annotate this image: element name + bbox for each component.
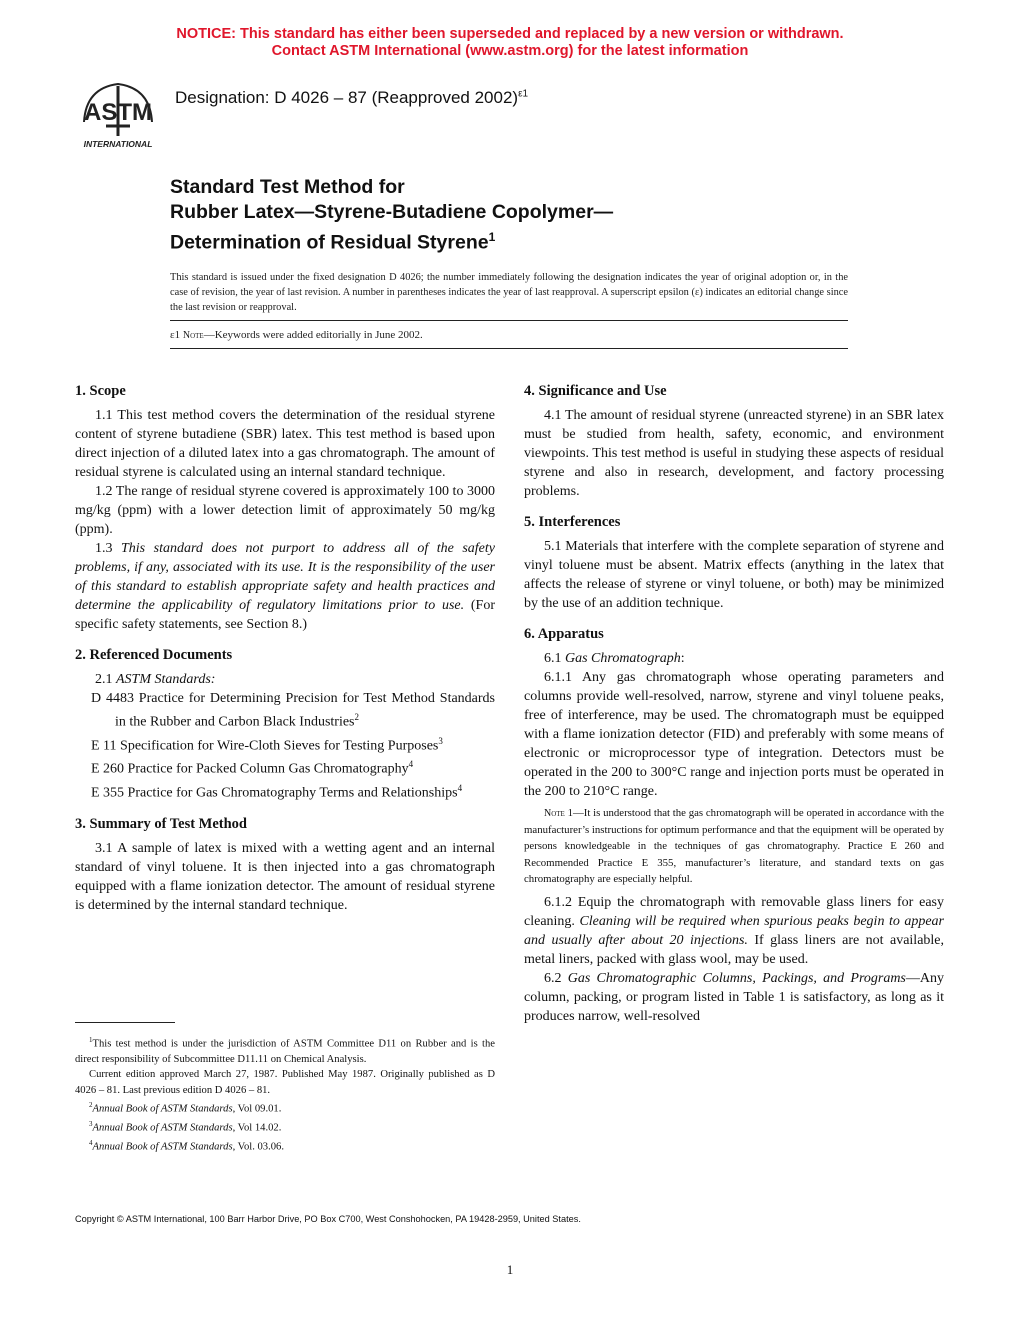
divider-top	[170, 320, 848, 321]
section-scope-heading: 1. Scope	[75, 383, 126, 399]
section-referenced-heading: 2. Referenced Documents	[75, 647, 233, 663]
apparatus-6-1-2-italic: Cleaning will be required when spurious peaks begin to appear and usually after about 20 injections.	[524, 914, 945, 949]
footnote-4-vol: , Vol. 03.06.	[232, 1141, 284, 1153]
apparatus-note-1	[524, 805, 944, 887]
ref-item-sup: 4	[408, 759, 414, 770]
referenced-sub	[75, 670, 495, 689]
footnote-3-title: Annual Book of ASTM Standards	[92, 1122, 233, 1134]
footnote-divider	[75, 1022, 175, 1023]
scope-p3-italic: This standard does not purport to address all of the safety problems, if any, associated with its use. It is the responsibility of the user of this standard to establish appropriate safety and health practices and determine the applicability of regulatory limitations prior to use.	[75, 541, 495, 613]
ref-item-text: E 11 Specification for Wire-Cloth Sieves for Testing Purposes	[91, 738, 439, 754]
apparatus-6-2-italic: Gas Chromatographic Columns, Packings, and Programs	[567, 971, 906, 987]
designation-sup: ε1	[518, 88, 529, 100]
title-line-3: Determination of Residual Styrene	[170, 231, 489, 254]
ref-item	[75, 779, 495, 803]
footnote-3	[75, 1117, 495, 1136]
section-summary-heading: 3. Summary of Test Method	[75, 815, 247, 832]
title-line-2: Rubber Latex—Styrene-Butadiene Copolymer—	[170, 201, 614, 223]
right-column	[524, 382, 944, 1026]
scope-p3-num: 1.3	[95, 541, 113, 556]
designation-text: Designation: D 4026 – 87 (Reapproved 2002)	[175, 88, 519, 107]
section-significance-heading: 4. Significance and Use	[524, 383, 667, 399]
footnote-2	[75, 1098, 495, 1117]
title-line-1: Standard Test Method for	[170, 176, 405, 198]
scope-p1: 1.1 This test method covers the determination of the residual styrene content of styrene butadiene (SBR) latex. This test method is based upon direct injection of a diluted latex into a gas chromatograph. The amount of residual styrene is calculated using an internal standard technique.	[75, 408, 495, 480]
ref-item	[75, 732, 495, 756]
scope-p3	[75, 539, 495, 634]
apparatus-6-1-num: 6.1	[544, 651, 562, 666]
apparatus-6-1-2-a: 6.1.2 Equip the chromatograph with removable glass liners for easy cleaning.	[524, 895, 944, 930]
footnote-2-title: Annual Book of ASTM Standards	[92, 1103, 233, 1115]
apparatus-6-1-label: Gas Chromatograph	[565, 651, 681, 666]
footnote-2-marker: 2	[89, 1101, 93, 1110]
divider-bottom	[170, 348, 848, 349]
note-1-text: 1—It is understood that the gas chromatograph will be operated in accordance with the manufacturer’s instructions for optimum performance and that the equipment will be operated by persons knowledgeable in the techniques of gas chromatography. Practice E 260 and Recommended Practice E 355, manufacturer’s literature, and standard texts on gas chromatography are especially helpful.	[524, 807, 944, 885]
ref-item-text: D 4483 Practice for Determining Precision for Test Method Standards in the Rubber and Carbon Black Industries	[91, 691, 495, 730]
logo-mark: ASTM	[84, 99, 152, 126]
apparatus-6-2	[524, 969, 944, 1026]
ref-item-text: E 355 Practice for Gas Chromatography Terms and Relationships	[91, 785, 458, 801]
footnote-4-marker: 4	[89, 1139, 93, 1148]
footnotes	[75, 1033, 495, 1155]
apparatus-6-1-colon: :	[680, 651, 685, 666]
ref-item-sup: 4	[457, 782, 463, 793]
summary-p1: 3.1 A sample of latex is mixed with a wetting agent and an internal standard of vinyl toluene. It is then injected into a gas chromatograph equipped with a flame ionization detector. The amount of residual styrene is determined by the internal standard technique.	[75, 840, 495, 913]
scope-p2: 1.2 The range of residual styrene covered is approximately 100 to 3000 mg/kg (ppm) with a lower detection limit of approximately 50 mg/kg (ppm).	[75, 484, 495, 537]
significance-p1: 4.1 The amount of residual styrene (unreacted styrene) in an SBR latex must be studied from health, safety, economic, and environment viewpoints. This test method is useful in studying these aspects of residual styrene and also in research, development, and factory processing problems.	[524, 408, 944, 499]
left-column	[75, 382, 495, 915]
footnote-4	[75, 1136, 495, 1155]
apparatus-6-2-rest: —Any column, packing, or program listed in Table 1 is satisfactory, as long as it produces narrow, well-resolved	[524, 971, 944, 1025]
footnote-3-vol: , Vol 14.02.	[232, 1122, 282, 1134]
document-title	[170, 175, 613, 256]
section-apparatus-heading: 6. Apparatus	[524, 626, 604, 642]
footnote-2-vol: , Vol 09.01.	[232, 1103, 282, 1115]
ref-item	[75, 755, 495, 779]
apparatus-6-1-2-b: If glass liners are not available, metal liners, packed with glass wool, may be used.	[524, 933, 945, 968]
footnote-3-marker: 3	[89, 1120, 93, 1129]
astm-logo	[76, 78, 160, 150]
supersede-notice	[0, 26, 1020, 60]
designation	[175, 88, 528, 108]
ref-item-text: E 260 Practice for Packed Column Gas Chromatography	[91, 761, 409, 777]
apparatus-6-2-num: 6.2	[544, 971, 562, 987]
footnote-1-marker: 1	[89, 1036, 93, 1044]
ref-item-sup: 3	[438, 735, 443, 746]
ref-item-sup: 2	[354, 712, 360, 722]
scope-p3-rest: (For specific safety statements, see Section 8.)	[75, 598, 496, 632]
notice-line-2: Contact ASTM International (www.astm.org) for the latest information	[271, 43, 749, 59]
footnote-4-title: Annual Book of ASTM Standards	[92, 1141, 233, 1153]
page-number: 1	[506, 1262, 514, 1277]
notice-line-1: NOTICE: This standard has either been superseded and replaced by a new version or withdrawn.	[176, 26, 844, 42]
editorial-note	[170, 329, 423, 341]
title-footnote-ref: 1	[488, 230, 496, 244]
editorial-note-text: —Keywords were added editorially in June 2002.	[203, 329, 423, 341]
interferences-p1: 5.1 Materials that interfere with the complete separation of styrene and vinyl toluene must be absent. Matrix effects (anything in the latex that affects the release of styrene or vinyl toluene, or both) may be minimized by the use of an addition technique.	[524, 539, 944, 611]
footnote-1	[75, 1033, 495, 1067]
standard-intro: This standard is issued under the fixed designation D 4026; the number immediately following the designation indicates the year of original adoption or, in the case of revision, the year of last revision. A number in parentheses indicates the year of last reapproval. A superscript epsilon (ε) indicates an editorial change since the last revision or reapproval.	[170, 272, 848, 313]
referenced-sub-num: 2.1	[95, 672, 113, 687]
footnote-1b: Current edition approved March 27, 1987. Published May 1987. Originally published as D 4026 – 81. Last previous edition D 4026 – 81.	[75, 1069, 495, 1096]
editorial-note-label: Note	[182, 330, 204, 341]
apparatus-6-1-1: 6.1.1 Any gas chromatograph whose operating parameters and columns provide well-resolved, narrow, styrene and vinyl toluene peaks, free of interference, may be used. The chromatograph must be equipped with a flame ionization detector (FID) and preferably with some means of electronic or microprocessor type of integration. Detectors must be operated in the 200 to 300°C range and injection ports must be operated in the 200 to 210°C range.	[524, 670, 944, 799]
apparatus-6-1	[524, 649, 944, 668]
copyright-line: Copyright © ASTM International, 100 Barr Harbor Drive, PO Box C700, West Conshohocken, PA 19428-2959, United States.	[75, 1214, 581, 1224]
section-interferences-heading: 5. Interferences	[524, 514, 621, 530]
apparatus-6-1-2	[524, 893, 944, 969]
editorial-note-symbol: ε1	[170, 329, 181, 341]
footnote-1-text: This test method is under the jurisdiction of ASTM Committee D11 on Rubber and is the direct responsibility of Subcommittee D11.11 on Chemical Analysis.	[75, 1038, 495, 1065]
note-1-label: Note	[544, 808, 565, 819]
logo-sub: INTERNATIONAL	[83, 139, 153, 149]
ref-item	[75, 689, 495, 732]
referenced-sub-label: ASTM Standards:	[116, 672, 216, 687]
